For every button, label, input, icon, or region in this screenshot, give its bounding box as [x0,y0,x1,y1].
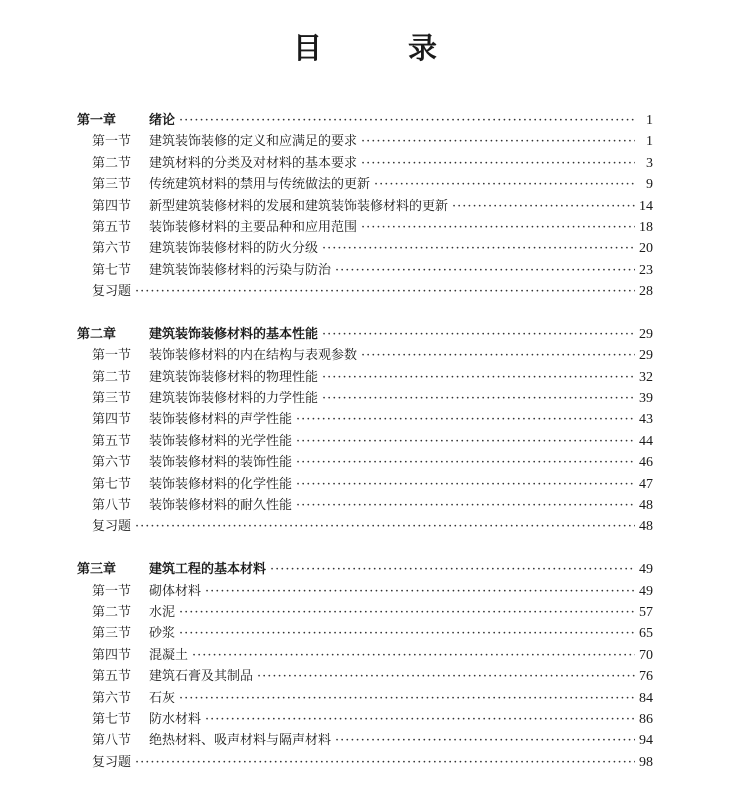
toc-review-entry[interactable] [77,281,653,302]
entry-label: 第四节 [92,647,132,663]
toc-review-entry[interactable] [77,752,653,773]
page-number: 49 [639,583,653,599]
dot-leader [296,452,635,473]
entry-title: 装饰装修材料的主要品种和应用范围 [149,219,358,235]
page-number: 20 [639,241,653,257]
page-number: 28 [639,284,653,300]
dot-leader [335,260,635,281]
entry-label: 第六节 [92,690,132,706]
entry-title: 混凝土 [149,647,189,663]
toc-section-entry[interactable] [77,131,653,152]
entry-label: 第八节 [92,733,132,749]
entry-title: 新型建筑装修材料的发展和建筑装饰装修材料的更新 [149,198,449,214]
toc-section-entry[interactable] [77,174,653,195]
toc-section-entry[interactable] [77,474,653,495]
entry-title: 石灰 [149,690,176,706]
entry-label: 第五节 [92,669,132,685]
page-number: 76 [639,669,653,685]
entry-title: 建筑材料的分类及对材料的基本要求 [149,155,358,171]
toc-section-entry[interactable] [77,238,653,259]
entry-title: 传统建筑材料的禁用与传统做法的更新 [149,177,371,193]
dot-leader [374,174,635,195]
entry-title: 装饰装修材料的耐久性能 [149,498,293,514]
page-number: 32 [639,369,653,385]
chapter-block [77,110,653,303]
entry-title: 装饰装修材料的内在结构与表观参数 [149,348,358,364]
toc-section-entry[interactable] [77,602,653,623]
dot-leader [322,388,635,409]
dot-leader [179,623,635,644]
entry-label: 第二章 [77,326,117,342]
toc-section-entry[interactable] [77,666,653,687]
entry-title: 建筑装饰装修材料的力学性能 [149,391,319,407]
toc-section-entry[interactable] [77,431,653,452]
entry-label: 第五节 [92,219,132,235]
toc-section-entry[interactable] [77,217,653,238]
page-number: 3 [646,155,653,171]
entry-title: 绪论 [149,113,176,128]
page-number: 1 [646,113,653,128]
dot-leader [361,153,635,174]
toc-section-entry[interactable] [77,623,653,644]
toc-section-entry[interactable] [77,688,653,709]
toc-section-entry[interactable] [77,495,653,516]
entry-label: 第二节 [92,604,132,620]
dot-leader [335,730,635,751]
page-number: 57 [639,604,653,620]
entry-label: 第六节 [92,455,132,471]
entry-title: 建筑装饰装修材料的防火分级 [149,241,319,257]
page-title: 目 录 [292,31,476,65]
dot-leader [296,431,635,452]
entry-label: 第一节 [92,348,132,364]
entry-title: 装饰装修材料的光学性能 [149,433,293,449]
page-number: 94 [639,733,653,749]
page-number: 23 [639,262,653,278]
dot-leader [135,516,635,537]
page-number: 47 [639,476,653,492]
toc-section-entry[interactable] [77,409,653,430]
entry-label: 第三章 [77,562,117,578]
entry-label: 第五节 [92,433,132,449]
toc-section-entry[interactable] [77,730,653,751]
entry-title: 复习题 [92,284,132,300]
page-number: 70 [639,647,653,663]
entry-label: 第二节 [92,369,132,385]
dot-leader [322,324,635,345]
page-number: 65 [639,626,653,642]
page-number: 84 [639,690,653,706]
entry-label: 第三节 [92,626,132,642]
page-number: 14 [639,198,653,214]
entry-label: 第三节 [92,391,132,407]
page-number: 43 [639,412,653,428]
dot-leader [179,688,635,709]
entry-title: 装饰装修材料的装饰性能 [149,455,293,471]
toc-section-entry[interactable] [77,452,653,473]
entry-title: 复习题 [92,754,132,770]
dot-leader [135,281,635,302]
dot-leader [205,709,635,730]
page-number: 9 [646,177,653,193]
entry-title: 砌体材料 [149,583,202,599]
entry-label: 第八节 [92,498,132,514]
page-number: 44 [639,433,653,449]
entry-label: 第四节 [92,198,132,214]
toc-chapter-entry[interactable] [77,559,653,580]
dot-leader [361,217,635,238]
page-number: 98 [639,754,653,770]
page-number: 18 [639,219,653,235]
entry-title: 建筑石膏及其制品 [149,669,254,685]
entry-title: 水泥 [149,604,176,620]
entry-label: 第一节 [92,134,132,150]
entry-title: 装饰装修材料的化学性能 [149,476,293,492]
dot-leader [452,196,635,217]
toc-section-entry[interactable] [77,581,653,602]
dot-leader [270,559,635,580]
entry-title: 复习题 [92,519,132,535]
dot-leader [179,110,635,131]
toc-section-entry[interactable] [77,645,653,666]
dot-leader [296,495,635,516]
entry-title: 建筑装饰装修材料的物理性能 [149,369,319,385]
entry-title: 建筑装饰装修材料的污染与防治 [149,262,332,278]
entry-label: 第七节 [92,476,132,492]
dot-leader [135,752,635,773]
entry-label: 第三节 [92,177,132,193]
page-number: 29 [639,326,653,342]
dot-leader [179,602,635,623]
entry-title: 建筑装饰装修材料的基本性能 [149,326,319,342]
page-number: 48 [639,519,653,535]
page-number: 86 [639,711,653,727]
page-number: 46 [639,455,653,471]
entry-label: 第六节 [92,241,132,257]
dot-leader [322,367,635,388]
toc-section-entry[interactable] [77,709,653,730]
toc-section-entry[interactable] [77,345,653,366]
entry-title: 砂浆 [149,626,176,642]
page-number: 48 [639,498,653,514]
toc-section-entry[interactable] [77,367,653,388]
toc-section-entry[interactable] [77,153,653,174]
toc-section-entry[interactable] [77,260,653,281]
dot-leader [205,581,635,602]
table-of-contents [77,110,653,795]
page-number: 29 [639,348,653,364]
entry-label: 第七节 [92,711,132,727]
entry-title: 防水材料 [149,711,202,727]
dot-leader [296,474,635,495]
chapter-block [77,324,653,538]
page-number: 1 [646,134,653,150]
dot-leader [192,645,635,666]
toc-chapter-entry[interactable] [77,110,653,131]
toc-section-entry[interactable] [77,388,653,409]
toc-section-entry[interactable] [77,196,653,217]
chapter-block [77,559,653,773]
entry-title: 绝热材料、吸声材料与隔声材料 [149,733,332,749]
entry-label: 第一节 [92,583,132,599]
entry-label: 第四节 [92,412,132,428]
entry-label: 第一章 [77,113,117,128]
entry-title: 建筑工程的基本材料 [149,562,267,578]
dot-leader [361,345,635,366]
toc-chapter-entry[interactable] [77,324,653,345]
entry-title: 建筑装饰装修的定义和应满足的要求 [149,134,358,150]
dot-leader [257,666,635,687]
dot-leader [322,238,635,259]
page-number: 49 [639,562,653,578]
entry-label: 第七节 [92,262,132,278]
entry-title: 装饰装修材料的声学性能 [149,412,293,428]
toc-review-entry[interactable] [77,516,653,537]
page-number: 39 [639,391,653,407]
dot-leader [361,131,635,152]
entry-label: 第二节 [92,155,132,171]
dot-leader [296,409,635,430]
